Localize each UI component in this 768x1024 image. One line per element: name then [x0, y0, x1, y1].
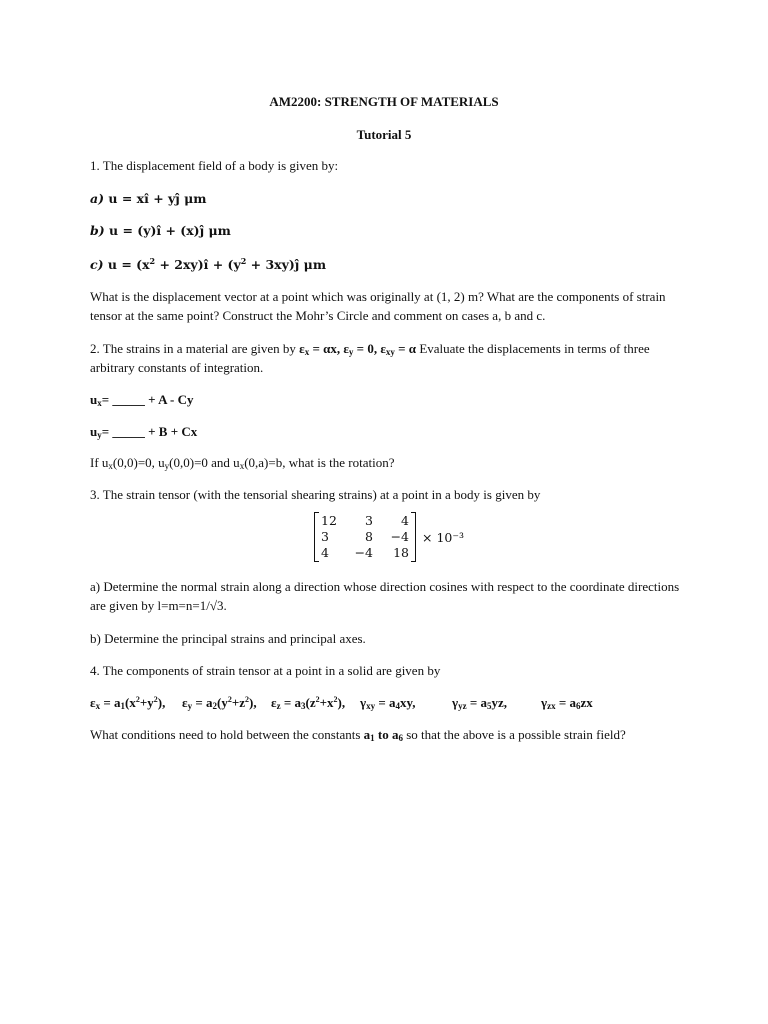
- matrix-cell: −4: [354, 545, 373, 560]
- q1-c-label: c): [90, 257, 104, 272]
- q2-ux-rhs: = _____ + A - Cy: [101, 392, 194, 407]
- q2-uy-symbol: u: [90, 424, 98, 439]
- q2-ux-symbol: u: [90, 392, 98, 407]
- matrix-cell: 4: [401, 513, 409, 528]
- q1-case-c: [90, 255, 680, 274]
- strain-term-gzx: $\gamma_{zx} = a_6zx$: [541, 695, 593, 711]
- q2-uy-equation: [90, 422, 680, 441]
- matrix-cell: −4: [390, 529, 409, 544]
- strain-term-ez: $\varepsilon_z = a_3(z^2+x^2)$,: [271, 695, 346, 711]
- matrix-scale-factor: × 10⁻³: [422, 529, 464, 545]
- q1-b-label: b): [90, 223, 105, 238]
- q3-part-a: a) Determine the normal strain along a direction whose direction cosines with respect to the coordinate directions are given by l=m=n=1/√3.: [90, 579, 680, 613]
- q2-question: If $u_x(0,0)=0$, $u_y(0,0)=0$ and $u_x(0,a)=b$, what is the rotation?: [90, 455, 395, 471]
- strain-term-ey: $\varepsilon_y = a_2(y^2+z^2)$,: [182, 695, 257, 711]
- q1-a-label: a): [90, 191, 105, 206]
- matrix-cell: 4: [321, 545, 329, 560]
- strain-term-gxy: $\gamma_{xy} = a_4xy$,: [360, 695, 416, 711]
- q2-ux-equation: [90, 390, 680, 409]
- matrix-right-bracket: [411, 512, 416, 562]
- q1-case-a: [90, 189, 680, 208]
- q1-c-expr-part: + 2xy)î + (y: [155, 257, 241, 272]
- tutorial-title: Tutorial 5: [356, 127, 412, 142]
- q1-body: What is the displacement vector at a point which was originally at (1, 2) m? What are the components of strain tensor at the same point? Construct the Mohr’s Circle and comment on cases a, b and c.: [90, 289, 666, 323]
- q1-c-exponent: 2: [149, 256, 156, 266]
- q4-question: [90, 725, 680, 744]
- q4-constants: $a_1$ to $a_6$: [363, 727, 403, 743]
- matrix-cell: 18: [393, 545, 409, 560]
- q2-uy-subscript: y: [97, 430, 102, 440]
- q4-intro: 4. The components of strain tensor at a point in a solid are given by: [90, 663, 441, 678]
- matrix-cell: 3: [365, 513, 373, 528]
- q4-strain-components: [90, 693, 690, 713]
- strain-tensor-matrix: [314, 512, 464, 562]
- q4-question-text: What conditions need to hold between the constants: [90, 727, 364, 742]
- q1-a-expr: u = xî + yĵ μm: [108, 191, 207, 206]
- q2-intro-text: Evaluate the displacements in terms of three arbitrary constants of integration.: [90, 341, 650, 375]
- strain-term-ex: $\varepsilon_x = a_1(x^2+y^2)$,: [90, 695, 166, 711]
- q1-c-expr-part: + 3xy)ĵ μm: [246, 257, 327, 272]
- q2-intro: [90, 339, 680, 377]
- q1-c-expr-part: u = (x: [107, 257, 150, 272]
- q2-intro-text: 2. The strains in a material are given by: [90, 341, 300, 356]
- q2-uy-rhs: = _____ + B + Cx: [101, 424, 198, 439]
- matrix-cell: 12: [321, 513, 337, 528]
- strain-term-gyz: $\gamma_{yz} = a_5yz$,: [452, 695, 508, 711]
- q1-c-exponent: 2: [240, 256, 247, 266]
- course-title: AM2200: STRENGTH OF MATERIALS: [269, 94, 499, 109]
- q1-intro: 1. The displacement field of a body is given by:: [90, 158, 339, 173]
- q2-strain-expr: $\varepsilon_x = \alpha x$, $\varepsilon_y = 0$, $\varepsilon_{xy} = \alpha$: [299, 341, 417, 357]
- q4-question-text: so that the above is a possible strain field?: [403, 727, 626, 742]
- q3-part-b: b) Determine the principal strains and principal axes.: [90, 631, 366, 646]
- q2-ux-subscript: x: [97, 398, 102, 408]
- q1-b-expr: u = (y)î + (x)ĵ μm: [109, 223, 231, 238]
- matrix-cell: 3: [321, 529, 329, 544]
- q3-intro: 3. The strain tensor (with the tensorial shearing strains) at a point in a body is given by: [90, 487, 541, 502]
- matrix-grid: [319, 513, 411, 561]
- matrix-cell: 8: [365, 529, 373, 544]
- q1-case-b: [90, 221, 680, 240]
